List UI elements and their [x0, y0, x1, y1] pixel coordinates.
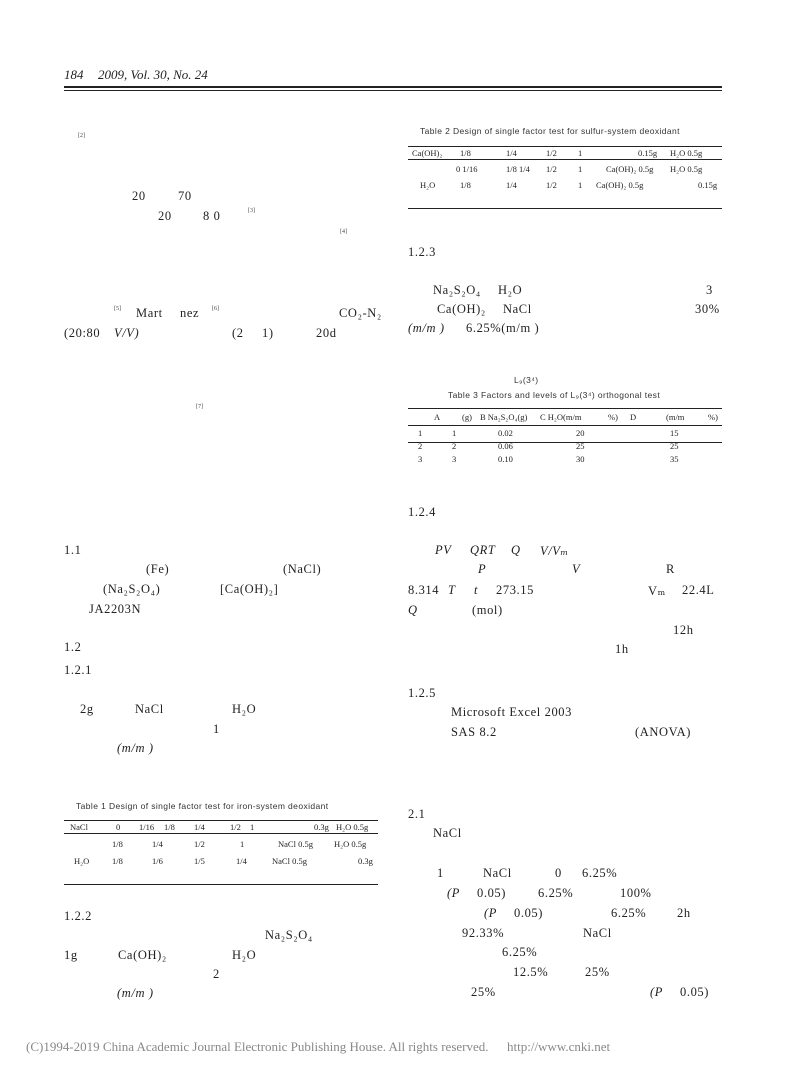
table-cell: 0.15g — [638, 148, 658, 158]
table-cell: 3 — [418, 454, 423, 464]
table-cell: 25 — [670, 441, 679, 451]
text-fragment: nez — [180, 306, 200, 320]
text-fragment: (Fe) — [146, 562, 170, 576]
table-cell: 0.3g — [314, 822, 329, 832]
text-fragment: [4] — [340, 229, 347, 235]
text-fragment: H₂O — [498, 283, 523, 297]
table-cell: NaCl 0.5g — [278, 839, 313, 849]
table-cell: 1 — [418, 428, 423, 438]
table-cell: 1/8 — [460, 180, 471, 190]
table-cell: 0.15g — [698, 180, 718, 190]
table-cell: 1/4 — [506, 148, 517, 158]
text-fragment: QRT — [470, 543, 496, 557]
text-fragment: NaCl — [135, 702, 164, 716]
header-rule-thick — [64, 86, 722, 88]
text-fragment: (Na₂S₂O₄) — [103, 582, 161, 596]
table-cell: 0.02 — [498, 428, 513, 438]
text-fragment: (20:80 — [64, 326, 101, 340]
text-fragment: 25% — [585, 965, 610, 979]
text-fragment: 20 — [158, 209, 172, 223]
table-cell: 2 — [418, 441, 423, 451]
text-fragment: Microsoft Excel 2003 — [451, 705, 573, 719]
text-fragment: 1.2.2 — [64, 909, 92, 923]
table2-top-rule — [408, 146, 722, 147]
text-fragment: V/Vₘ — [540, 544, 569, 558]
text-fragment: 20d — [316, 326, 337, 340]
text-fragment: (2 — [232, 326, 244, 340]
table-cell: 1/8 — [112, 839, 123, 849]
text-fragment: NaCl — [503, 302, 532, 316]
table-cell: Ca(OH)₂ — [412, 148, 443, 158]
table-cell: 15 — [670, 428, 679, 438]
table-cell: 1 — [578, 164, 583, 174]
table3 — [408, 408, 722, 464]
table2-caption: Table 2 Design of single factor test for sulfur-system deoxidant — [420, 126, 680, 136]
text-fragment: (m/m ) — [117, 986, 154, 1000]
table-cell: 1/4 — [236, 856, 247, 866]
table2-bottom-rule — [408, 208, 722, 209]
table3-title-zh: L₉(3⁴) — [514, 375, 539, 385]
text-fragment: Vₘ — [648, 584, 666, 598]
text-fragment: 25% — [471, 985, 496, 999]
text-fragment: 12.5% — [513, 965, 549, 979]
text-fragment: (P — [484, 906, 497, 920]
table3-top-rule — [408, 408, 722, 409]
text-fragment: [6] — [212, 306, 219, 312]
text-fragment: (m/m ) — [117, 741, 154, 755]
text-fragment: 2g — [80, 702, 94, 716]
table-cell: Ca(OH)₂ 0.5g — [606, 164, 654, 174]
table1-top-rule — [64, 820, 378, 821]
table-cell: 2 — [452, 441, 457, 451]
page-number: 184 — [64, 67, 84, 82]
text-fragment: 1g — [64, 948, 78, 962]
header-rule-thin — [64, 90, 722, 91]
text-fragment: Ca(OH)₂ — [437, 302, 486, 316]
table-header-cell: (g) — [462, 412, 472, 422]
text-fragment: 0.05) — [680, 985, 710, 999]
text-fragment: [Ca(OH)₂] — [220, 582, 279, 596]
text-fragment: 22.4L — [682, 583, 715, 597]
text-fragment: 1.2.1 — [64, 663, 92, 677]
table-cell: 1/2 — [546, 164, 557, 174]
text-fragment: H₂O — [232, 948, 257, 962]
table1 — [64, 820, 378, 886]
text-fragment: Na₂S₂O₄ — [433, 283, 481, 297]
text-fragment: Ca(OH)₂ — [118, 948, 167, 962]
text-fragment: (NaCl) — [283, 562, 322, 576]
text-fragment: 1.2.5 — [408, 686, 436, 700]
table3-header-rule — [408, 425, 722, 426]
table-cell: 1 — [578, 180, 583, 190]
text-fragment: 1.2.4 — [408, 505, 436, 519]
copyright-text: (C)1994-2019 China Academic Journal Electronic Publishing House. All rights reserved. — [26, 1039, 489, 1054]
text-fragment: Mart — [136, 306, 163, 320]
table-cell: 25 — [576, 441, 585, 451]
text-fragment: PV — [435, 543, 452, 557]
text-fragment: (m/m ) — [408, 321, 445, 335]
text-fragment: 1.2.3 — [408, 245, 436, 259]
text-fragment: 6.25% — [611, 906, 647, 920]
text-fragment: 8 0 — [203, 209, 221, 223]
text-fragment: Q — [511, 543, 521, 557]
table-cell: 0.06 — [498, 441, 513, 451]
text-fragment: 6.25% — [582, 866, 618, 880]
table-cell: H₂O 0.5g — [334, 839, 367, 849]
journal-info: 2009, Vol. 30, No. 24 — [98, 67, 208, 82]
text-fragment: 1h — [615, 642, 629, 656]
table-cell: H₂O — [74, 856, 90, 866]
text-fragment: V — [572, 562, 581, 576]
table-cell: 3 — [452, 454, 457, 464]
text-fragment: 92.33% — [462, 926, 505, 940]
table-cell: 1 — [452, 428, 457, 438]
text-fragment: [3] — [248, 208, 255, 214]
table-cell: 20 — [576, 428, 585, 438]
table-cell: 1/8 — [460, 148, 471, 158]
text-fragment: 100% — [620, 886, 652, 900]
table-cell: H₂O 0.5g — [670, 148, 703, 158]
text-fragment: CO₂-N₂ — [339, 306, 382, 320]
table1-caption: Table 1 Design of single factor test for iron-system deoxidant — [76, 801, 329, 811]
table-cell: 1/5 — [194, 856, 205, 866]
table-cell: 30 — [576, 454, 585, 464]
text-fragment: T — [448, 583, 456, 597]
table-cell: NaCl 0.5g — [272, 856, 307, 866]
text-fragment: P — [478, 562, 487, 576]
table-cell: 1/4 — [506, 180, 517, 190]
table-header-cell: (m/m — [666, 412, 685, 422]
table-cell: 35 — [670, 454, 679, 464]
text-fragment: NaCl — [583, 926, 612, 940]
footer-url[interactable]: http://www.cnki.net — [507, 1039, 611, 1054]
table-cell: NaCl — [70, 822, 88, 832]
text-fragment: 0.05) — [477, 886, 507, 900]
table-cell: 1/2 — [230, 822, 241, 832]
table2 — [408, 146, 722, 210]
text-fragment: 1.2 — [64, 640, 82, 654]
text-fragment: [7] — [196, 404, 203, 410]
text-fragment: 0 — [555, 866, 562, 880]
text-fragment: Q — [408, 603, 418, 617]
table-cell: 1/2 — [194, 839, 205, 849]
text-fragment: V/V) — [114, 326, 140, 340]
text-fragment: H₂O — [232, 702, 257, 716]
text-fragment: 0.05) — [514, 906, 544, 920]
text-fragment: 8.314 — [408, 583, 440, 597]
text-fragment: 1.1 — [64, 543, 82, 557]
table-cell: 1/6 — [152, 856, 163, 866]
table-header-cell: %) — [608, 412, 618, 422]
text-fragment: 1 — [213, 722, 220, 736]
table-cell: 1 — [578, 148, 583, 158]
table-cell: H₂O 0.5g — [336, 822, 369, 832]
table-cell: 0.3g — [358, 856, 373, 866]
text-fragment: 30% — [695, 302, 720, 316]
text-fragment: Na₂S₂O₄ — [265, 928, 313, 942]
table-cell: 1/2 — [546, 180, 557, 190]
table-cell: H₂O 0.5g — [670, 164, 703, 174]
table-cell: 1 — [250, 822, 255, 832]
table-cell: 1 — [240, 839, 245, 849]
text-fragment: JA2203N — [89, 602, 142, 616]
table-header-cell: C H₂O(m/m — [540, 412, 582, 422]
table-header-cell: B Na₂S₂O₄(g) — [480, 412, 528, 422]
text-fragment: 1) — [262, 326, 274, 340]
text-fragment: (ANOVA) — [635, 725, 692, 739]
table-cell: 0 — [116, 822, 121, 832]
text-fragment: 70 — [178, 189, 192, 203]
table1-bottom-rule — [64, 884, 378, 885]
text-fragment: 6.25% — [502, 945, 538, 959]
table-cell: 0.10 — [498, 454, 513, 464]
table-cell: 1/8 1/4 — [506, 164, 530, 174]
text-fragment: SAS 8.2 — [451, 725, 497, 739]
text-fragment: 2 — [213, 967, 220, 981]
table-header-cell: A — [434, 412, 441, 422]
table-header-cell: %) — [708, 412, 718, 422]
text-fragment: (P — [447, 886, 460, 900]
text-fragment: 3 — [706, 283, 713, 297]
table-cell: 0 1/16 — [456, 164, 478, 174]
table-header-cell: D — [630, 412, 637, 422]
text-fragment: [5] — [114, 306, 121, 312]
copyright-footer — [26, 1039, 610, 1055]
table3-caption: Table 3 Factors and levels of L₉(3⁴) orthogonal test — [448, 390, 661, 400]
table-cell: 1/16 — [139, 822, 155, 832]
text-fragment: 273.15 — [496, 583, 534, 597]
text-fragment: NaCl — [433, 826, 462, 840]
text-fragment: 1 — [437, 866, 444, 880]
table-cell: Ca(OH)₂ 0.5g — [596, 180, 644, 190]
running-header — [64, 67, 208, 83]
text-fragment: 12h — [673, 623, 694, 637]
text-fragment: R — [666, 562, 675, 576]
text-fragment: 2h — [677, 906, 691, 920]
table-cell: 1/2 — [546, 148, 557, 158]
text-fragment: 6.25%(m/m ) — [466, 321, 540, 335]
table-cell: 1/4 — [194, 822, 205, 832]
text-fragment: [2] — [78, 133, 85, 139]
text-fragment: (mol) — [472, 603, 503, 617]
table1-header-rule — [64, 833, 378, 834]
table-cell: H₂O — [420, 180, 436, 190]
table-cell: 1/4 — [152, 839, 163, 849]
text-fragment: 2.1 — [408, 807, 426, 821]
text-fragment: (P — [650, 985, 663, 999]
text-fragment: 6.25% — [538, 886, 574, 900]
table-cell: 1/8 — [164, 822, 175, 832]
text-fragment: NaCl — [483, 866, 512, 880]
text-fragment: t — [474, 583, 479, 597]
table2-header-rule — [408, 159, 722, 160]
text-fragment: 20 — [132, 189, 146, 203]
table-cell: 1/8 — [112, 856, 123, 866]
